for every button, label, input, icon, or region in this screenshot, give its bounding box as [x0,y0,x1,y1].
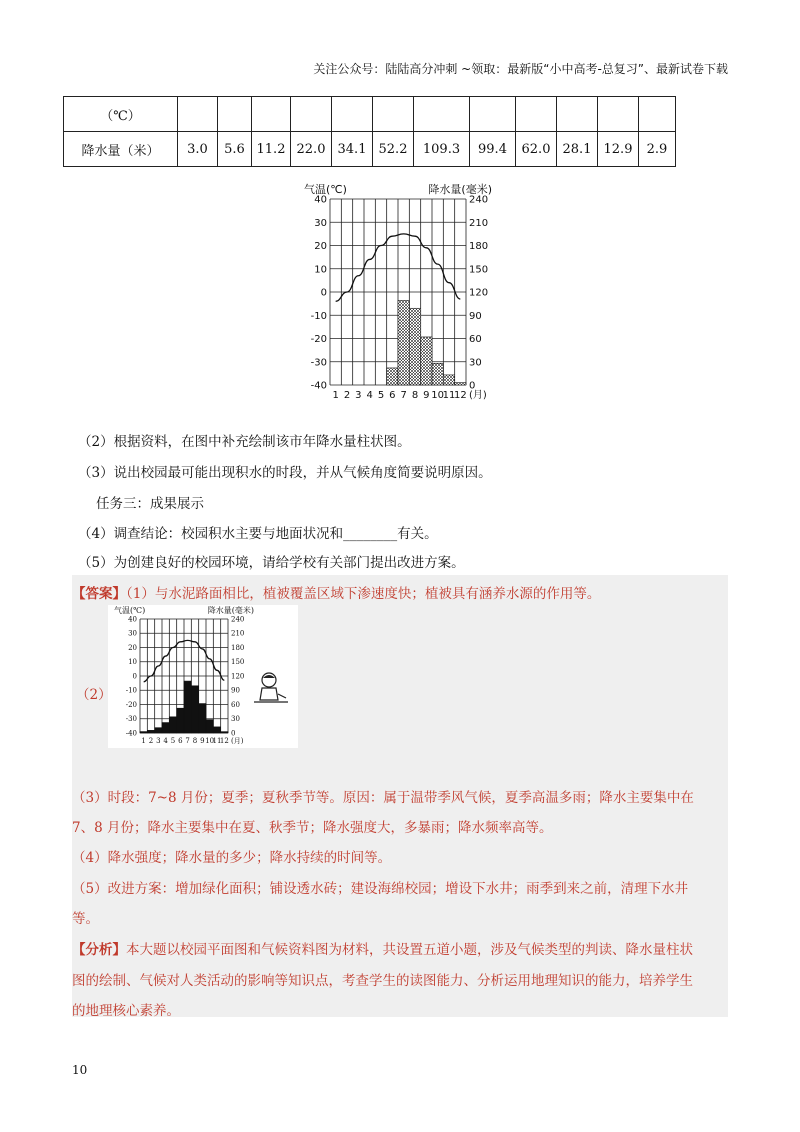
precip-bar [162,723,169,733]
analysis-line-2: 图的绘制、气候对人类活动的影响等知识点，考查学生的读图能力、分析运用地理知识的能力，培养学生 [72,973,693,989]
left-tick-label: 10 [128,658,137,667]
x-tick-label: 6 [389,390,396,401]
right-tick-label: 0 [231,729,236,738]
right-tick-label: 120 [469,287,489,299]
table-cell: 28.1 [557,132,598,167]
x-tick-label: 5 [170,737,176,745]
right-tick-label: 60 [469,334,482,345]
right-tick-label: 120 [231,672,245,681]
x-tick-label: 10 [431,390,445,401]
table-cell: 109.3 [414,132,470,167]
x-tick-label: 6 [178,737,183,745]
right-tick-label: 240 [231,615,245,624]
precip-bar [191,686,198,733]
table-cell: 12.9 [598,132,639,167]
table-cell: 5.6 [218,132,252,167]
right-tick-label: 0 [469,380,476,392]
precip-bar [155,728,162,733]
precip-bar [177,708,184,733]
table-cell: 62.0 [516,132,557,167]
x-tick-label: 7 [185,737,190,745]
table-cell [414,97,470,132]
right-tick-label: 210 [231,629,245,638]
precip-bar [169,717,176,733]
answer-3-line-2: 7、8 月份；降水主要集中在夏、秋季节；降水强度大，多暴雨；降水频率高等。 [72,820,553,836]
answer-4: （4）降水强度；降水量的多少；降水持续的时间等。 [72,850,392,866]
precip-bar [398,301,409,385]
x-tick-label: 5 [377,390,385,401]
left-tick-label: 20 [314,241,327,252]
analysis-text-1: 本大题以校园平面图和气候资料图为材料，共设置五道小题，涉及气候类型的判读、降水量柱状 [126,942,693,958]
table-cell: 降水量（米） [64,132,178,167]
analysis-line-3: 的地理核心素养。 [72,1003,180,1019]
right-tick-label: 90 [231,686,240,695]
right-tick-label: 150 [231,658,245,667]
precip-bar [184,681,191,733]
question-4: （4）调查结论：校园积水主要与地面状况和________有关。 [78,526,438,542]
table-cell [470,97,516,132]
x-tick-label: 2 [343,390,351,401]
x-tick-label: 11 [212,737,222,745]
right-tick-label: 30 [469,357,482,369]
precip-bar [199,704,206,733]
x-tick-label: 9 [200,737,205,745]
right-axis-label: 降水量(毫米) [207,606,254,615]
x-tick-label: 12 [453,390,467,401]
left-tick-label: -20 [125,700,137,709]
left-tick-label: 40 [314,194,327,206]
x-tick-label: 7 [400,390,407,401]
table-cell [291,97,332,132]
left-tick-label: -40 [125,729,137,738]
answer-1-text: （1）与水泥路面相比，植被覆盖区域下渗速度快；植被具有涵养水源的作用等。 [126,586,601,602]
left-tick-label: 0 [132,672,137,681]
table-cell [373,97,414,132]
table-cell [332,97,373,132]
precip-bar [221,732,228,733]
x-tick-label: 4 [366,390,373,401]
precip-bar [421,337,432,385]
precip-bar [140,732,147,733]
left-tick-label: 30 [128,629,137,638]
climate-data-table [63,96,676,167]
precip-bar [409,308,420,385]
table-cell [252,97,291,132]
x-unit-label: (月) [231,737,244,745]
x-tick-label: 9 [423,390,430,401]
left-tick-label: 10 [314,264,327,276]
table-cell: 3.0 [178,132,218,167]
table-cell: （℃） [64,97,178,132]
x-tick-label: 3 [156,737,161,745]
table-cell: 2.9 [639,132,676,167]
question-3: （3）说出校园最可能出现积水的时段，并从气候角度简要说明原因。 [78,465,492,481]
precip-bar [387,368,398,385]
x-tick-label: 4 [163,737,168,745]
left-tick-label: 40 [128,615,137,624]
page-number: 10 [72,1063,88,1077]
climate-chart [288,175,513,405]
precip-bar [206,720,213,733]
right-tick-label: 180 [231,643,245,652]
task-3-heading: 任务三：成果展示 [96,496,204,512]
right-tick-label: 180 [469,241,489,252]
precip-bar [213,727,220,733]
left-tick-label: 20 [128,643,137,652]
right-tick-label: 90 [469,310,482,322]
left-tick-label: 30 [314,217,327,229]
right-tick-label: 60 [231,700,240,709]
table-cell [218,97,252,132]
answer-5-line-2: 等。 [72,911,99,927]
table-row [64,97,676,132]
precip-bar [432,363,443,385]
table-cell [557,97,598,132]
table-cell: 34.1 [332,132,373,167]
table-cell: 52.2 [373,132,414,167]
left-tick-label: 0 [320,287,327,299]
answer-1 [72,582,600,602]
table-cell: 22.0 [291,132,332,167]
right-tick-label: 240 [469,194,489,206]
x-tick-label: 11 [442,390,456,401]
answer-3-line-1: （3）时段：7~8 月份；夏季；夏秋季节等。原因：属于温带季风气候，夏季高温多雨；降水主要集中在 [72,790,694,806]
table-cell: 11.2 [252,132,291,167]
x-tick-label: 8 [192,737,198,745]
left-tick-label: -10 [310,310,327,322]
x-tick-label: 2 [148,737,154,745]
left-tick-label: -30 [310,357,327,369]
answer-tag: 【答案】 [72,586,126,602]
x-tick-label: 8 [411,390,419,401]
left-tick-label: -30 [125,715,137,724]
question-5: （5）为创建良好的校园环境，请给学校有关部门提出改进方案。 [78,555,465,571]
table-cell [639,97,676,132]
right-tick-label: 30 [231,715,240,724]
x-tick-label: 3 [355,390,362,401]
left-axis-label: 气温(℃) [114,606,146,615]
question-2: （2）根据资料，在图中补充绘制该市年降水量柱状图。 [78,434,411,450]
table-row [64,132,676,167]
left-tick-label: -40 [310,380,327,392]
x-tick-label: 1 [332,390,339,401]
answer-5-line-1: （5）改进方案：增加绿化面积；铺设透水砖；建设海绵校园；增设下水井；雨季到来之前，清理下水井 [72,881,689,897]
analysis-line-1 [72,938,693,958]
table-cell [178,97,218,132]
left-tick-label: -10 [125,686,137,695]
right-tick-label: 150 [469,264,489,276]
precip-bar [455,383,466,385]
table-cell [598,97,639,132]
right-axis-label: 降水量(毫米) [428,183,492,196]
table-cell: 99.4 [470,132,516,167]
left-tick-label: -20 [310,334,327,345]
header-note: 关注公众号：陆陆高分冲刺 ~领取：最新版“小中高考-总复习”、最新试卷下载 [313,62,728,76]
student-figure [254,672,288,710]
precip-bar [147,730,154,733]
x-tick-label: 10 [205,737,215,745]
x-tick-label: 12 [219,737,229,745]
analysis-tag: 【分析】 [72,942,126,958]
x-tick-label: 1 [141,737,146,745]
left-axis-label: 气温(℃) [304,183,347,196]
answer-2-label: （2） [76,687,112,703]
precip-bar [443,375,454,385]
table-cell [516,97,557,132]
x-unit-label: (月) [469,390,487,401]
right-tick-label: 210 [469,217,489,229]
